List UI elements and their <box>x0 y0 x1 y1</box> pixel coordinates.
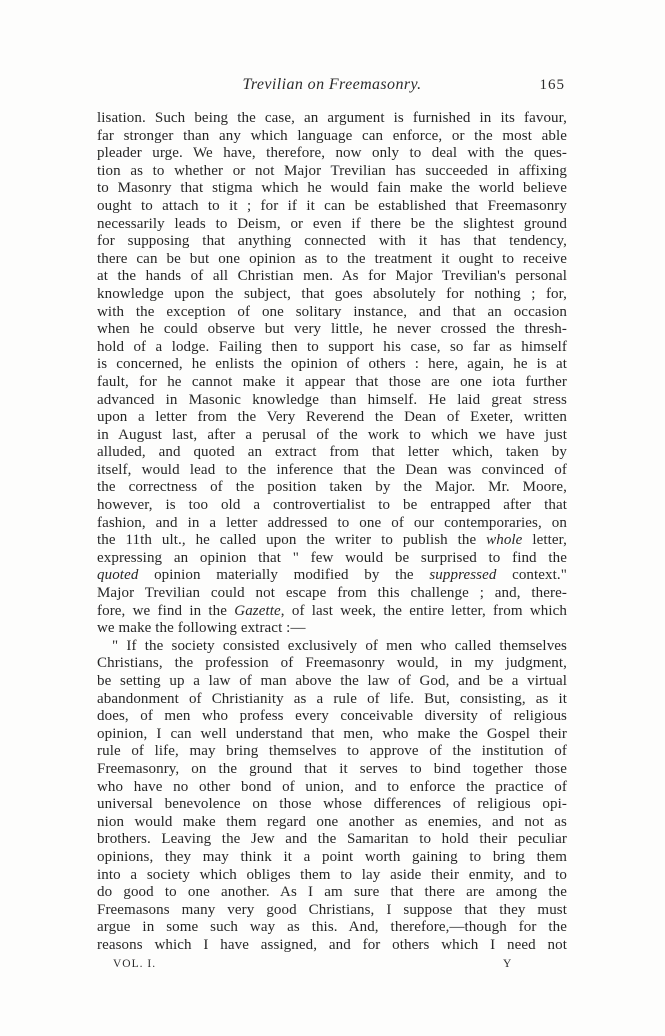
text-line <box>97 849 567 867</box>
text-run: letter, <box>522 532 567 549</box>
text-line <box>97 691 567 709</box>
text-line <box>97 163 567 181</box>
text-run: to Masonry that stigma which he would fain make the world believe <box>97 180 567 197</box>
text-line <box>97 128 567 146</box>
text-line <box>97 321 567 339</box>
text-run: do good to one another. As I am sure that there are among the <box>97 884 567 901</box>
running-title: Trevilian on Freemasonry. <box>242 76 422 93</box>
text-line <box>97 726 567 744</box>
italic-text: quoted <box>97 567 139 584</box>
text-run: itself, would lead to the inference that the Dean was convinced of <box>97 461 567 478</box>
page-header <box>97 76 567 98</box>
text-line <box>97 902 567 920</box>
text-run: " If the society consisted exclusively of men who called themselves <box>112 637 567 654</box>
text-run: universal benevolence on those whose differences of religious opi- <box>97 796 567 813</box>
text-run: ought to attach to it ; for if it can be established that Freemasonry <box>97 197 567 214</box>
text-line <box>97 585 567 603</box>
text-run: abandonment of Christianity as a rule of life. But, consisting, as it <box>97 690 567 707</box>
text-line <box>97 497 567 515</box>
text-line <box>97 216 567 234</box>
text-line <box>97 251 567 269</box>
text-run: rule of life, may bring themselves to approve of the institution of <box>97 743 567 760</box>
text-run: Major Trevilian could not escape from this challenge ; and, there- <box>97 585 567 602</box>
text-line <box>97 831 567 849</box>
text-run: , of last week, the entire letter, from which <box>280 602 567 619</box>
text-line <box>97 603 567 621</box>
text-line <box>97 145 567 163</box>
text-run: in August last, after a perusal of the work to which we have just <box>97 426 567 443</box>
text-run: argue in some such way as this. And, therefore,—though for the <box>97 919 567 936</box>
text-run: is concerned, he enlists the opinion of others : here, again, he is at <box>97 356 567 373</box>
text-run: into a society which obliges them to lay aside their enmity, and to <box>97 866 567 883</box>
text-line <box>97 479 567 497</box>
text-line <box>97 708 567 726</box>
text-run: hold of a lodge. Failing then to support his case, so far as himself <box>97 338 567 355</box>
text-run: pleader urge. We have, therefore, now only to deal with the ques- <box>97 145 567 162</box>
text-line <box>97 444 567 462</box>
text-line <box>97 198 567 216</box>
italic-text: Gazette <box>234 602 281 619</box>
text-line <box>97 462 567 480</box>
text-line <box>97 884 567 902</box>
text-line <box>97 515 567 533</box>
text-line <box>97 374 567 392</box>
text-line <box>97 233 567 251</box>
text-line <box>97 180 567 198</box>
text-run: Freemasons many very good Christians, I suppose that they must <box>97 901 567 918</box>
text-run: brothers. Leaving the Jew and the Samaritan to hold their peculiar <box>97 831 567 848</box>
text-run: Freemasonry, on the ground that it serves to bind together those <box>97 760 567 777</box>
signature-mark: Y <box>503 957 513 970</box>
text-run: far stronger than any which language can enforce, or the most able <box>97 127 567 144</box>
text-line <box>97 550 567 568</box>
content-column <box>97 76 567 974</box>
text-run: knowledge upon the subject, that goes absolutely for nothing ; for, <box>97 285 567 302</box>
text-run: for supposing that anything connected with it has that tendency, <box>97 233 567 250</box>
text-line <box>97 427 567 445</box>
text-run: advanced in Masonic knowledge than himself. He laid great stress <box>97 391 567 408</box>
text-line <box>97 409 567 427</box>
text-run: context." <box>496 567 567 584</box>
text-line <box>97 110 567 128</box>
text-run: Christians, the profession of Freemasonry would, in my judgment, <box>97 655 567 672</box>
text-line <box>97 532 567 550</box>
text-line <box>97 761 567 779</box>
text-line <box>97 392 567 410</box>
text-line <box>97 796 567 814</box>
text-run: expressing an opinion that " few would be surprised to find the <box>97 549 567 566</box>
text-line <box>97 567 567 585</box>
page-body <box>97 110 567 955</box>
text-line <box>97 286 567 304</box>
text-line <box>97 655 567 673</box>
text-line <box>97 620 567 638</box>
text-run: fashion, and in a letter addressed to one of our contemporaries, on <box>97 514 567 531</box>
text-line <box>97 268 567 286</box>
text-line <box>97 339 567 357</box>
text-run: however, is too old a controvertialist to be entrapped after that <box>97 497 567 514</box>
text-run: necessarily leads to Deism, or even if there be the slightest ground <box>97 215 567 232</box>
text-run: there can be but one opinion as to the treatment it ought to receive <box>97 250 567 267</box>
page-footer <box>97 958 567 974</box>
text-run: the correctness of the position taken by the Major. Mr. Moore, <box>97 479 567 496</box>
text-run: the 11th ult., he called upon the writer to publish the <box>97 532 487 549</box>
italic-text: suppressed <box>429 567 497 584</box>
text-run: lisation. Such being the case, an argument is furnished in its favour, <box>97 110 567 126</box>
text-run: at the hands of all Christian men. As for Major Trevilian's personal <box>97 268 567 285</box>
text-run: with the exception of one solitary instance, and that an occasion <box>97 303 567 320</box>
text-line <box>97 304 567 322</box>
text-run: opinion materially modified by the <box>138 567 430 584</box>
text-run: reasons which I have assigned, and for others which I need not <box>97 936 567 953</box>
text-run: tion as to whether or not Major Trevilian has succeeded in affixing <box>97 162 567 179</box>
italic-text: whole <box>486 532 523 549</box>
text-line <box>97 919 567 937</box>
text-run: opinion, I can well understand that men, who make the Gospel their <box>97 725 567 742</box>
page-number: 165 <box>539 77 565 93</box>
text-run: be setting up a law of man above the law of God, and be a virtual <box>97 673 567 689</box>
text-run: when he could observe but very little, he never crossed the thresh- <box>97 321 567 338</box>
volume-label: VOL. I. <box>113 957 157 970</box>
text-run: who have no other bond of union, and to enforce the practice of <box>97 778 567 795</box>
text-run: fault, for he cannot make it appear that those are one iota further <box>97 373 567 390</box>
text-run: we make the following extract :— <box>97 620 306 637</box>
text-run: fore, we find in the <box>97 602 235 619</box>
text-run: alluded, and quoted an extract from that letter which, taken by <box>97 444 567 461</box>
text-line <box>97 779 567 797</box>
text-line <box>97 356 567 374</box>
text-line <box>97 638 567 656</box>
text-line <box>97 673 567 691</box>
text-run: upon a letter from the Very Reverend the Dean of Exeter, written <box>97 409 567 426</box>
text-run: does, of men who profess every conceivable diversity of religious <box>97 708 567 725</box>
text-run: nion would make them regard one another as enemies, and not as <box>97 813 567 830</box>
text-line <box>97 867 567 885</box>
text-line <box>97 937 567 955</box>
text-run: opinions, they may think it a point worth gaining to bring them <box>97 848 567 865</box>
text-line <box>97 814 567 832</box>
text-line <box>97 743 567 761</box>
